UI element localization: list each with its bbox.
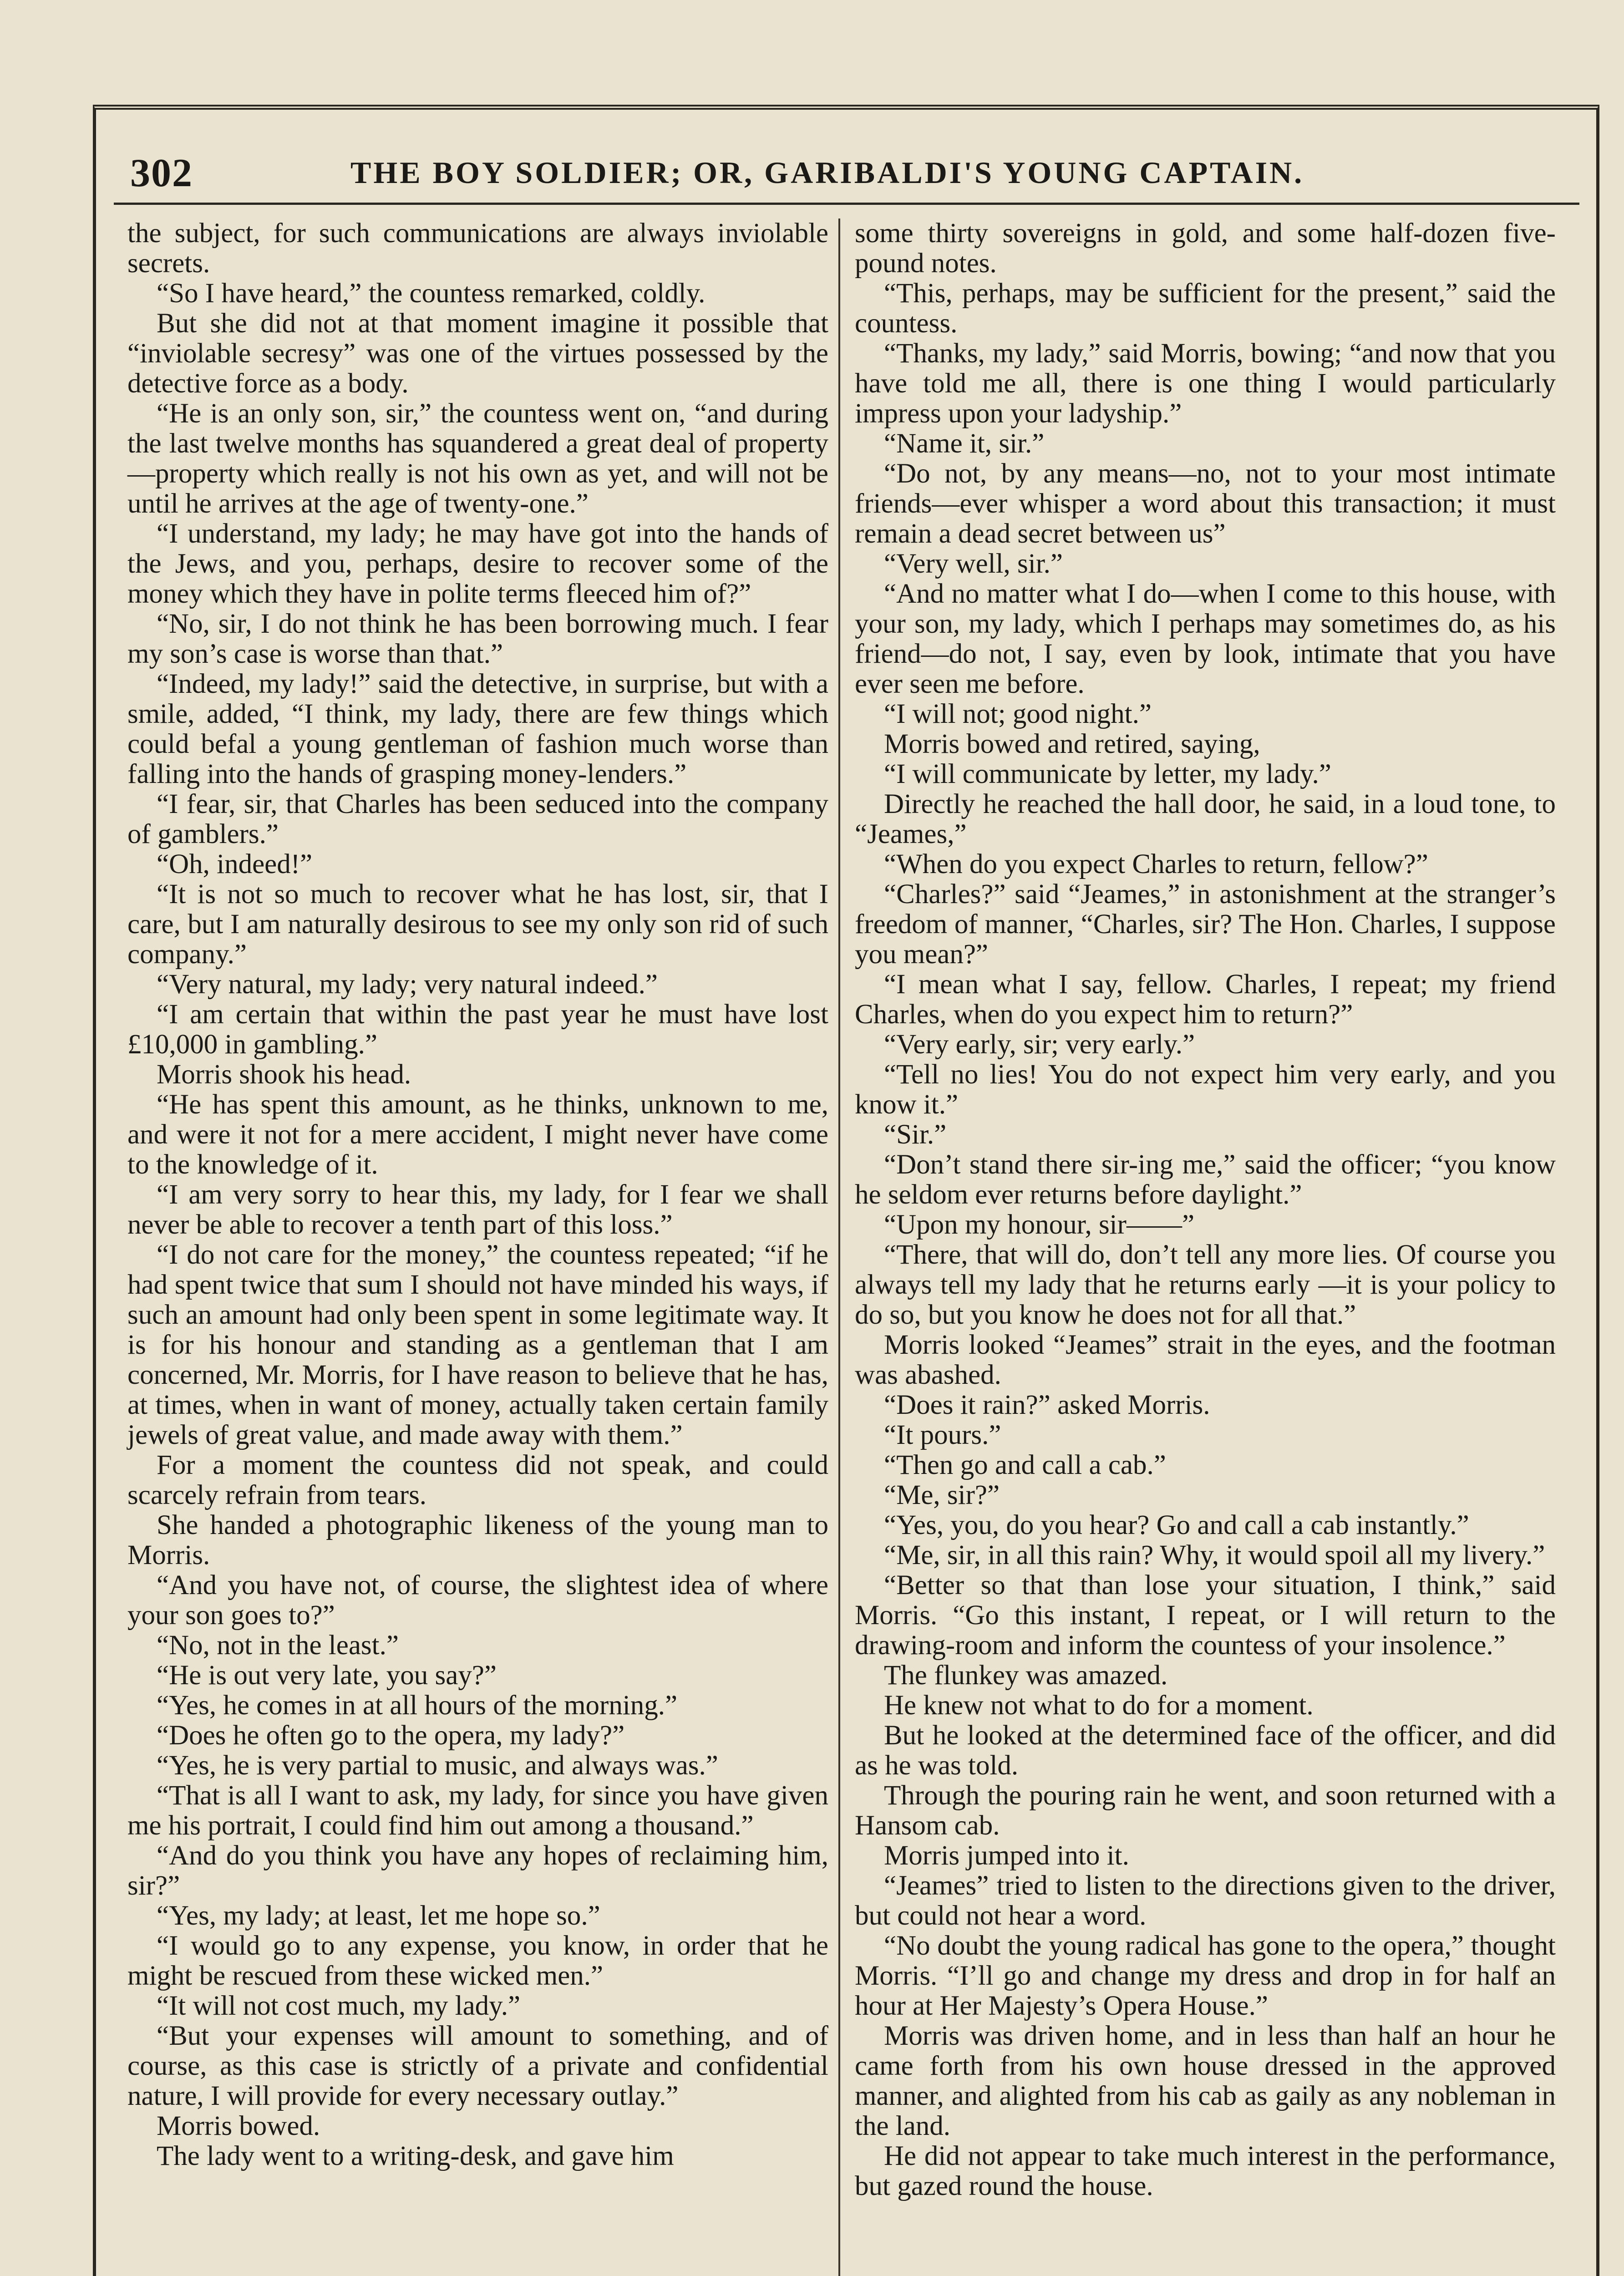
- paragraph: “No, sir, I do not think he has been borrowing much. I fear my son’s case is worse than that.”: [127, 609, 828, 669]
- paragraph: “I am very sorry to hear this, my lady, for I fear we shall never be able to recover a tenth part of this loss.”: [127, 1179, 828, 1240]
- paragraph: “He has spent this amount, as he thinks, unknown to me, and were it not for a mere accident, I might never have come to the knowledge of it.: [127, 1089, 828, 1180]
- paragraph: “It pours.”: [884, 1420, 1001, 1450]
- paragraph: “Does he often go to the opera, my lady?”: [157, 1720, 625, 1751]
- paragraph: “No doubt the young radical has gone to the opera,” thought Morris. “I’ll go and change my dress and drop in for half an hour at Her Majesty’s Opera House.”: [855, 1931, 1556, 2021]
- paragraph: Morris was driven home, and in less than half an hour he came forth from his own house dressed in the approved manner, and alighted from his cab as gaily as any nobleman in the land.: [855, 2021, 1556, 2141]
- paragraph: “Better so that than lose your situation, I think,” said Morris. “Go this instant, I repeat, or I will return to the drawing-room and inform the countess of your insolence.”: [855, 1570, 1556, 1661]
- paragraph: “Indeed, my lady!” said the detective, in surprise, but with a smile, added, “I think, my lady, there are few things which could befal a young gentleman of fashion much worse than falling into the hands of grasping money-lenders.”: [127, 669, 828, 789]
- paragraph: “Yes, he comes in at all hours of the morning.”: [157, 1690, 678, 1721]
- paragraph: But she did not at that moment imagine it possible that “inviolable secresy” was one of the virtues possessed by the detective force as a body.: [127, 308, 828, 399]
- paragraph: “Oh, indeed!”: [157, 849, 313, 879]
- paragraph: “He is an only son, sir,” the countess went on, “and during the last twelve months has squandered a great deal of property—property which really is not his own as yet, and will not be until he arrives at the age of twenty-one.”: [127, 398, 828, 519]
- paragraph: “Then go and call a cab.”: [884, 1450, 1166, 1480]
- paragraph: “Very well, sir.”: [884, 549, 1063, 579]
- paragraph: “Jeames” tried to listen to the directions given to the driver, but could not hear a word.: [855, 1870, 1556, 1931]
- paragraph: For a moment the countess did not speak, and could scarcely refrain from tears.: [127, 1450, 828, 1510]
- paragraph: “No, not in the least.”: [157, 1630, 399, 1661]
- paragraph: “Charles?” said “Jeames,” in astonishment at the stranger’s freedom of manner, “Charles, sir? The Hon. Charles, I suppose you mean?”: [855, 879, 1556, 970]
- paragraph: “I will not; good night.”: [884, 699, 1152, 729]
- paragraph: Through the pouring rain he went, and soon returned with a Hansom cab.: [855, 1780, 1556, 1841]
- page-number: 302: [130, 151, 193, 195]
- paragraph: “This, perhaps, may be sufficient for the present,” said the countess.: [855, 278, 1556, 339]
- paragraph: “I do not care for the money,” the countess repeated; “if he had spent twice that sum I should not have minded his ways, if such an amount had only been spent in some legitimate way. It is for his honour and standing as a gentleman that I am concerned, Mr. Morris, for I have reason to believe that he has, at times, when in want of money, actually taken certain family jewels of great value, and made away with them.”: [127, 1240, 828, 1450]
- paragraph: “Don’t stand there sir-ing me,” said the officer; “you know he seldom ever returns before daylight.”: [855, 1149, 1556, 1210]
- paragraph: He knew not what to do for a moment.: [884, 1690, 1314, 1721]
- paragraph: “But your expenses will amount to something, and of course, as this case is strictly of a private and confidential nature, I will provide for every necessary outlay.”: [127, 2021, 828, 2111]
- paragraph: Morris shook his head.: [157, 1059, 411, 1090]
- paragraph: The flunkey was amazed.: [884, 1660, 1168, 1691]
- paragraph: “Me, sir, in all this rain? Why, it would spoil all my livery.”: [884, 1540, 1545, 1570]
- paragraph: “Sir.”: [884, 1119, 947, 1150]
- paragraph: “That is all I want to ask, my lady, for since you have given me his portrait, I could find him out among a thousand.”: [127, 1780, 828, 1841]
- running-title: THE BOY SOLDIER; OR, GARIBALDI'S YOUNG CAPTAIN.: [350, 155, 1304, 190]
- paragraph: “Do not, by any means—no, not to your most intimate friends—ever whisper a word about this transaction; it must remain a dead secret between us”: [855, 458, 1556, 549]
- paragraph: “Upon my honour, sir——”: [884, 1209, 1195, 1240]
- paragraph: “There, that will do, don’t tell any more lies. Of course you always tell my lady that he returns early —it is your policy to do so, but you know he does not for all that.”: [855, 1240, 1556, 1330]
- paragraph: “So I have heard,” the countess remarked, coldly.: [157, 278, 705, 309]
- paragraph: Morris looked “Jeames” strait in the eyes, and the footman was abashed.: [855, 1330, 1556, 1390]
- paragraph: “I am certain that within the past year he must have lost £10,000 in gambling.”: [127, 999, 828, 1060]
- paragraph: But he looked at the determined face of the officer, and did as he was told.: [855, 1720, 1556, 1781]
- paragraph: “Me, sir?”: [884, 1480, 1000, 1510]
- paragraph: “I will communicate by letter, my lady.”: [884, 759, 1331, 789]
- paragraph: “Very early, sir; very early.”: [884, 1029, 1195, 1060]
- header-rule: [114, 203, 1579, 205]
- paragraph: The lady went to a writing-desk, and gave him: [157, 2141, 674, 2171]
- paragraph: “Very natural, my lady; very natural indeed.”: [157, 969, 658, 1000]
- paragraph: “Name it, sir.”: [884, 428, 1045, 459]
- paragraph: “Yes, he is very partial to music, and always was.”: [157, 1750, 718, 1781]
- paragraph: “It will not cost much, my lady.”: [157, 1991, 521, 2021]
- paragraph: She handed a photographic likeness of the young man to Morris.: [127, 1510, 828, 1570]
- left-column: [127, 218, 828, 2171]
- paragraph: “When do you expect Charles to return, fellow?”: [884, 849, 1428, 879]
- paragraph: “It is not so much to recover what he has lost, sir, that I care, but I am naturally desirous to see my only son rid of such company.”: [127, 879, 828, 970]
- paragraph: “Yes, my lady; at least, let me hope so.”: [157, 1900, 600, 1931]
- paragraph: Morris jumped into it.: [884, 1840, 1129, 1871]
- paragraph: Morris bowed and retired, saying,: [884, 729, 1260, 759]
- paragraph: some thirty sovereigns in gold, and some half-dozen five-pound notes.: [855, 218, 1556, 279]
- paragraph: Directly he reached the hall door, he said, in a loud tone, to “Jeames,”: [855, 789, 1556, 849]
- paragraph: Morris bowed.: [157, 2111, 320, 2141]
- paragraph: “Thanks, my lady,” said Morris, bowing; “and now that you have told me all, there is one thing I would particularly impress upon your ladyship.”: [855, 338, 1556, 429]
- paragraph: “Does it rain?” asked Morris.: [884, 1390, 1210, 1420]
- paragraph: the subject, for such communications are always inviolable secrets.: [127, 218, 828, 279]
- paragraph: “And you have not, of course, the slightest idea of where your son goes to?”: [127, 1570, 828, 1631]
- paragraph: “And no matter what I do—when I come to this house, with your son, my lady, which I perhaps may sometimes do, as his friend—do not, I say, even by look, intimate that you have ever seen me before.: [855, 579, 1556, 699]
- column-divider: [838, 218, 840, 2276]
- paragraph: “I mean what I say, fellow. Charles, I repeat; my friend Charles, when do you expect him to return?”: [855, 969, 1556, 1030]
- page-header: [114, 150, 1579, 205]
- paragraph: “Yes, you, do you hear? Go and call a cab instantly.”: [884, 1510, 1469, 1540]
- paragraph: “And do you think you have any hopes of reclaiming him, sir?”: [127, 1840, 828, 1901]
- paragraph: “Tell no lies! You do not expect him very early, and you know it.”: [855, 1059, 1556, 1120]
- paragraph: He did not appear to take much interest in the performance, but gazed round the house.: [855, 2141, 1556, 2201]
- paragraph: “I would go to any expense, you know, in order that he might be rescued from these wicked men.”: [127, 1931, 828, 1991]
- paragraph: “I fear, sir, that Charles has been seduced into the company of gamblers.”: [127, 789, 828, 849]
- paragraph: “He is out very late, you say?”: [157, 1660, 497, 1691]
- paragraph: “I understand, my lady; he may have got into the hands of the Jews, and you, perhaps, desire to recover some of the money which they have in polite terms fleeced him of?”: [127, 518, 828, 609]
- right-column: [855, 218, 1556, 2201]
